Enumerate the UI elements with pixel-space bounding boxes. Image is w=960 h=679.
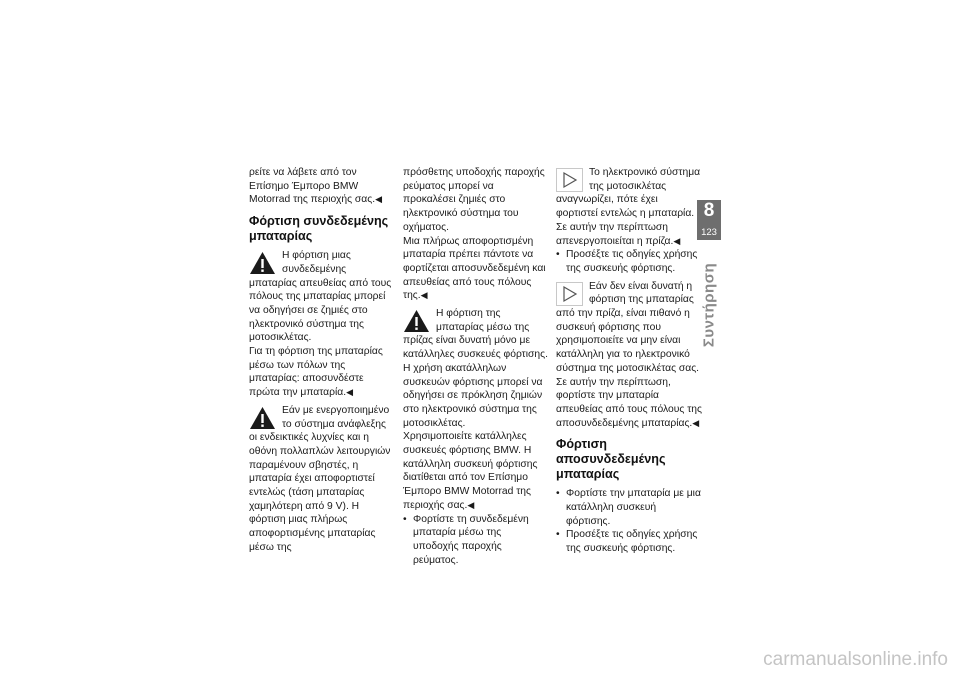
warning-note-2 [249, 404, 395, 555]
paragraph-disconnect: Για τη φόρτιση της μπαταρίας μέσω των πόλων της μπαταρίας: αποσυνδέστε πρώτα την μπαταρία.◀ [249, 346, 383, 399]
info-text-2: Εάν δεν είναι δυνατή η φόρτιση της μπαταρίας από την πρίζα, είναι πιθανό η συσκευή φόρτισης που χρησιμοποιείτε να μην είναι κατάλληλη για το ηλεκτρονικό σύστημα της μοτοσικλέτας σας. Σε αυτήν την περίπτωση, φορτίστε την μπαταρία απευθείας από τους πόλους της αποσυνδεδεμένης μπαταρίας.◀ [556, 280, 702, 429]
page-number: 123 [701, 227, 717, 238]
heading-charging-connected: Φόρτιση συνδεδεμένης μπαταρίας [249, 214, 389, 244]
instruction-list-1 [403, 513, 549, 568]
warning-triangle-icon [249, 406, 276, 430]
paragraph-fully-discharged: Μια πλήρως αποφορτισμένη μπαταρία πρέπει πάντοτε να φορτίζεται αποσυνδεδεμένη και απευθείας από τους πόλους της.◀ [403, 235, 546, 302]
instruction-list-3 [556, 487, 702, 556]
watermark: carmanualsonline.info [763, 649, 948, 670]
chapter-number: 8 [703, 200, 715, 221]
warning-note-3 [403, 307, 549, 430]
info-note-1 [556, 166, 702, 248]
play-triangle-icon [556, 168, 583, 192]
list-item: • Προσέξτε τις οδηγίες χρήσης της συσκευής φόρτισης. [556, 528, 702, 555]
info-text-1: Το ηλεκτρονικό σύστημα της μοτοσικλέτας αναγνωρίζει, πότε έχει φορτιστεί εντελώς η μπαταρία. Σε αυτήν την περίπτωση απενεργοποιείται η πρίζα.◀ [556, 167, 701, 247]
warning-text-2: Εάν με ενεργοποιημένο το σύστημα ανάφλεξης οι ενδεικτικές λυχνίες και η οθόνη πολλαπλών λειτουργιών παραμένουν σβηστές, η μπαταρία έχει αποφορτιστεί εντελώς (τάση μπαταρίας χαμηλότερη από 9 V). Η φόρτιση μιας πλήρως αποφορτισμένης μπαταρίας μέσω της [249, 404, 391, 553]
info-note-2 [556, 280, 702, 431]
column-2 [403, 166, 549, 567]
end-mark: ◀ [420, 290, 428, 301]
end-mark: ◀ [375, 194, 382, 205]
play-triangle-icon [556, 282, 583, 306]
warning-triangle-icon [403, 309, 430, 333]
list-item: • Προσέξτε τις οδηγίες χρήσης της συσκευής φόρτισης. [556, 248, 702, 275]
heading-charging-disconnected: Φόρτιση αποσυνδεδεμένης μπαταρίας [556, 437, 666, 482]
warning-text-3: Η φόρτιση της μπαταρίας μέσω της πρίζας είναι δυνατή μόνο με κατάλληλες συσκευές φόρτισης. Η χρήση ακατάλληλων συσκευών φόρτισης μπορεί να οδηγήσει σε πρόκληση ζημιών στο ηλεκτρονικό σύστημα της μοτοσικλέτας. [403, 308, 548, 429]
list-item: • Φορτίστε την μπαταρία με μια κατάλληλη συσκευή φόρτισης. [556, 487, 702, 528]
column-1 [249, 166, 395, 555]
list-item: • Φορτίστε τη συνδεδεμένη μπαταρία μέσω της υποδοχής παροχής ρεύματος. [403, 513, 549, 568]
end-mark: ◀ [346, 387, 353, 398]
end-mark: ◀ [673, 235, 681, 246]
end-mark: ◀ [692, 417, 700, 428]
column-3 [556, 166, 702, 556]
chapter-title: Συντήρηση [700, 262, 718, 348]
warning-note-1 [249, 249, 395, 345]
warning-text-1: Η φόρτιση μιας συνδεδεμένης μπαταρίας απευθείας από τους πόλους της μπαταρίας μπορεί να οδηγήσει σε ζημιές στο ηλεκτρονικό σύστημα της μοτοσικλέτας. [249, 250, 392, 344]
paragraph-intro: ρείτε να λάβετε από τον Επίσημο Έμπορο BMW Motorrad της περιοχής σας.◀ [249, 167, 382, 206]
paragraph-use-chargers: Χρησιμοποιείτε κατάλληλες συσκευές φόρτισης BMW. Η κατάλληλη συσκευή φόρτισης διατίθεται από τον Επίσημο Έμπορο BMW Motorrad της περιοχής σας.◀ [403, 431, 538, 511]
instruction-list-2 [556, 248, 702, 275]
end-mark: ◀ [467, 499, 475, 510]
paragraph-continuation: πρόσθετης υποδοχής παροχής ρεύματος μπορεί να προκαλέσει ζημιές στο ηλεκτρονικό σύστημα του οχήματος. [403, 167, 545, 233]
warning-triangle-icon [249, 251, 276, 275]
